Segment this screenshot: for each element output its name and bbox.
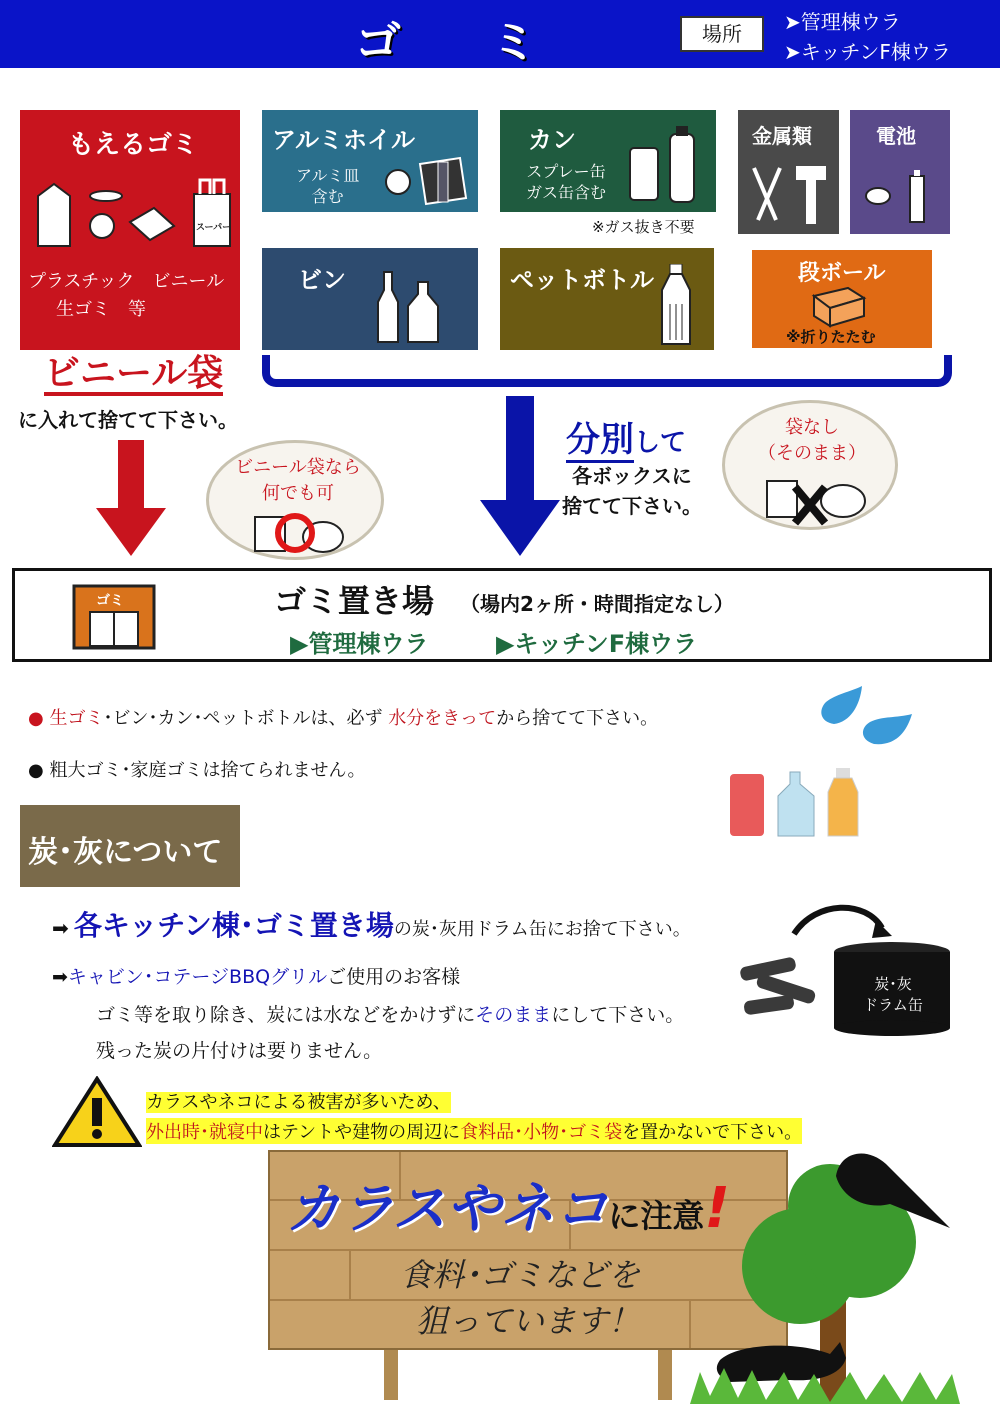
can-title: カン: [528, 126, 576, 154]
water-drop-icon: [816, 684, 916, 750]
crow-cat-tree-illustration: [690, 1146, 960, 1404]
vinyl-bag-heading: ビニール袋: [44, 353, 224, 394]
category-bracket: [262, 355, 952, 387]
header-location-1: ➤管理棟ウラ: [784, 10, 901, 34]
aluminum-foil-box: [262, 110, 478, 212]
place-location-2: ▶キッチンF棟ウラ: [496, 630, 698, 658]
charcoal-line3: [96, 1000, 684, 1027]
board-title-suffix: に注意: [608, 1197, 705, 1235]
bullet-dot: ●: [28, 708, 44, 729]
warning-line2-red2: 食料品･小物･ゴミ袋: [460, 1122, 623, 1143]
place-subtitle: （場内2ヶ所・時間指定なし）: [460, 592, 734, 616]
charcoal-heading: 炭･灰について: [20, 805, 240, 887]
charcoal-line2: [52, 962, 460, 989]
warning-line1: [146, 1088, 451, 1114]
place-location-1: ▶管理棟ウラ: [290, 630, 429, 658]
super-bag-label: スーパー: [196, 223, 232, 233]
bottle-title: ビン: [298, 266, 346, 294]
battery-icon: [864, 170, 944, 226]
burnable-title: もえるゴミ: [68, 130, 199, 160]
aluminum-title: アルミホイル: [272, 126, 416, 154]
sort-boxes: 各ボックスに: [572, 464, 692, 488]
pet-bottle-icon: [656, 264, 696, 348]
can-note: ※ガス抜き不要: [592, 218, 695, 236]
burnable-sub1: プラスチック ビニール: [28, 271, 225, 292]
vinyl-bag-instruction: に入れて捨てて下さい。: [18, 408, 238, 432]
sort-word: 分別: [566, 420, 634, 463]
bullet1-red2: 水分をきって: [388, 708, 497, 729]
pet-bottle-box: [500, 248, 714, 350]
cardboard-note: ※折りたたむ: [786, 328, 876, 346]
foil-icon: [380, 154, 470, 206]
can-spray-icon: [626, 126, 706, 206]
glass-bottle-icon: [374, 262, 444, 346]
cardboard-icon: [808, 282, 868, 328]
charcoal-line1-blue: 各キッチン棟･ゴミ置き場: [73, 909, 394, 942]
bullet1-text1: ･ビン･カン･ペットボトルは、必ず: [103, 708, 383, 729]
bubble-any-bag-text: ビニール袋なら 何でも可: [235, 457, 361, 505]
bullet-no-bulky: [28, 756, 366, 782]
charcoal-line3-text1: ゴミ等を取り除き、炭には水などをかけずに: [96, 1004, 476, 1026]
charcoal-line1: [52, 904, 691, 944]
metal-title: 金属類: [752, 124, 812, 148]
bullet2-text: 粗大ゴミ･家庭ゴミは捨てられません。: [49, 760, 366, 781]
charcoal-line3-blue: そのまま: [475, 1004, 552, 1026]
pet-title: ペットボトル: [510, 266, 654, 294]
arrow-icon: ➡: [52, 966, 68, 988]
board-line1: 食料･ゴミなどを: [400, 1256, 641, 1294]
can-bottle-pet-icon: [728, 766, 866, 838]
drum-label: 炭･灰 ドラム缶: [863, 975, 923, 1014]
bubble-no-bag-text: 袋なし （そのまま）: [758, 417, 866, 465]
battery-title: 電池: [876, 124, 916, 148]
header-location-2: ➤キッチンF棟ウラ: [784, 40, 951, 64]
bubble-no-bag: [722, 400, 898, 530]
warning-line2-red1: 外出時･就寝中: [146, 1122, 263, 1143]
warning-icon: [52, 1076, 142, 1148]
sort-suffix: して: [634, 428, 687, 458]
arrow-icon: ➡: [52, 916, 69, 940]
blue-down-arrow-icon: [480, 396, 560, 556]
bullet-dot: ●: [28, 760, 44, 781]
cardboard-box: [752, 250, 932, 348]
burnable-sub2: 生ゴミ 等: [56, 299, 146, 320]
bullet1-text2: から捨てて下さい。: [496, 708, 659, 729]
can-sub: スプレー缶 ガス缶含む: [526, 162, 607, 202]
charcoal-line2-text: ご使用のお客様: [327, 966, 461, 988]
bottle-box: [262, 248, 478, 350]
charcoal-line1-text: の炭･灰用ドラム缶にお捨て下さい。: [393, 919, 691, 940]
charcoal-line3-text2: にして下さい。: [551, 1004, 685, 1026]
bullet-drain-water: [28, 704, 658, 730]
board-title: [286, 1166, 730, 1243]
charcoal-line4: 残った炭の片付けは要りません。: [96, 1040, 383, 1062]
metal-box: [738, 110, 839, 234]
burnable-garbage-box: [20, 110, 240, 350]
scissors-hammer-icon: [746, 162, 832, 226]
bubble-any-bag: [206, 440, 384, 560]
aluminum-sub: アルミ皿 含む: [296, 166, 360, 206]
warning-line1-text: カラスやネコによる被害が多いため、: [146, 1092, 451, 1113]
sort-throw: 捨てて下さい。: [562, 494, 702, 518]
battery-box: [850, 110, 950, 234]
sort-heading: [566, 412, 686, 461]
burnable-items-icon: [34, 174, 234, 254]
bag-ok-icon: [249, 505, 349, 555]
charcoal-line2-blue: キャビン･コテージBBQグリル: [67, 966, 328, 988]
warning-line2-text1: はテントや建物の周辺に: [263, 1122, 461, 1143]
red-down-arrow-icon: [96, 440, 166, 556]
no-bag-icon: [761, 471, 871, 527]
place-title: ゴミ置き場: [274, 582, 435, 620]
location-label: 場所: [680, 16, 764, 52]
page-title: ゴミ: [355, 15, 627, 69]
bullet1-red1: 生ゴミ: [49, 708, 104, 729]
warning-line2: [146, 1118, 802, 1144]
cardboard-title: 段ボール: [798, 261, 886, 286]
board-title-blue: カラスやネコ: [286, 1177, 609, 1240]
shed-label: ゴミ: [96, 593, 124, 609]
warning-line2-text2: を置かないで下さい。: [622, 1122, 803, 1143]
board-line2: 狙っています！: [416, 1302, 641, 1340]
can-box: [500, 110, 716, 212]
board-exclamation: !: [704, 1176, 730, 1241]
